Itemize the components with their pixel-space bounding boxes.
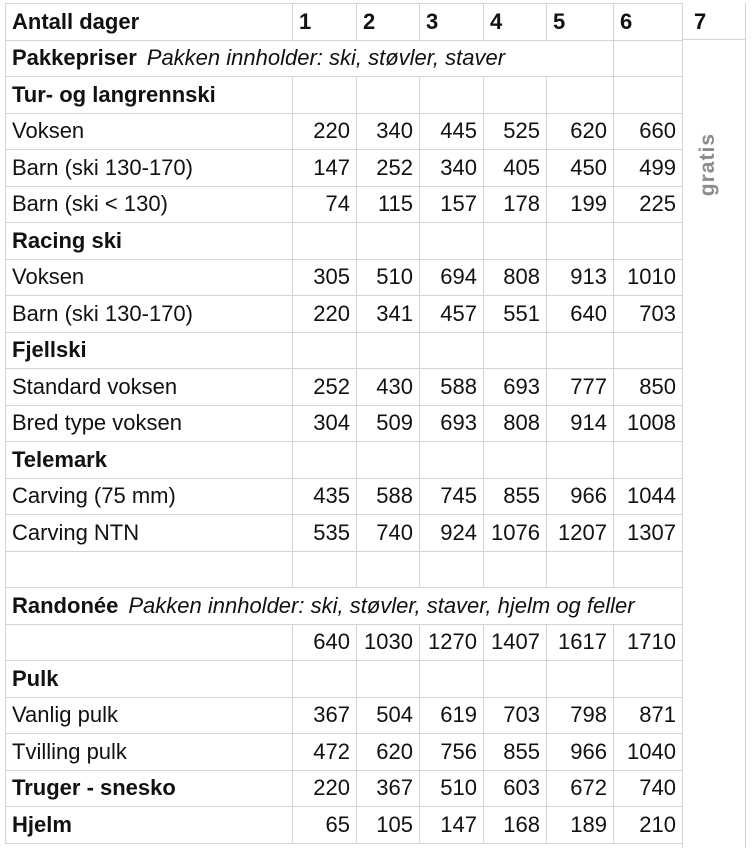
price-cell: 105 [357,807,420,844]
price-cell: 798 [547,697,614,734]
price-cell: 808 [484,259,547,296]
spacer-row [6,551,683,588]
empty-cell [420,442,484,479]
price-cell: 756 [420,734,484,771]
day-header: 1 [293,4,357,41]
price-cell: 510 [420,770,484,807]
price-cell: 1008 [614,405,683,442]
row-label: Carving (75 mm) [6,478,293,515]
price-cell: 210 [614,807,683,844]
price-cell: 450 [547,150,614,187]
price-cell: 588 [420,369,484,406]
price-cell: 65 [293,807,357,844]
price-cell: 178 [484,186,547,223]
price-cell: 914 [547,405,614,442]
price-cell: 220 [293,113,357,150]
price-cell: 913 [547,259,614,296]
price-cell: 1307 [614,515,683,552]
header-label: Antall dager [6,4,293,41]
table-row [6,515,683,552]
truger-row [6,770,683,807]
price-cell: 168 [484,807,547,844]
empty-cell [357,661,420,698]
randonee-note: Pakken innholder: ski, støvler, staver, hjelm og feller [128,592,635,618]
price-cell: 220 [293,296,357,333]
price-cell: 430 [357,369,420,406]
table-row [6,369,683,406]
empty-cell [420,223,484,260]
row-label: Voksen [6,259,293,296]
table-row [6,405,683,442]
price-cell: 304 [293,405,357,442]
row-label: Standard voksen [6,369,293,406]
row-label: Tvilling pulk [6,734,293,771]
price-cell: 966 [547,734,614,771]
price-cell: 435 [293,478,357,515]
table-row [6,259,683,296]
price-cell: 640 [547,296,614,333]
row-label: Barn (ski 130-170) [6,150,293,187]
price-cell: 189 [547,807,614,844]
empty-cell [293,551,357,588]
empty-cell [547,661,614,698]
table-row [6,150,683,187]
header-row [6,4,683,41]
price-cell: 855 [484,734,547,771]
price-cell: 1710 [614,624,683,661]
section-title: Racing ski [6,223,293,260]
row-label: Voksen [6,113,293,150]
randonee-title: Randonée [12,592,119,618]
section-title: Fjellski [6,332,293,369]
price-cell: 620 [547,113,614,150]
table-row [6,113,683,150]
empty-cell [293,223,357,260]
row-label: Hjelm [6,807,293,844]
empty-cell [614,661,683,698]
price-cell: 1010 [614,259,683,296]
package-title: Pakkepriser [12,45,137,71]
price-cell: 640 [293,624,357,661]
row-label: Vanlig pulk [6,697,293,734]
price-cell: 924 [420,515,484,552]
price-cell: 499 [614,150,683,187]
empty-cell [547,551,614,588]
price-cell: 1030 [357,624,420,661]
price-cell: 703 [484,697,547,734]
row-label: Carving NTN [6,515,293,552]
empty-cell [293,332,357,369]
free-note: gratis [696,133,719,197]
section-row [6,661,683,698]
table-row [6,697,683,734]
price-table [5,3,683,844]
empty-cell [547,332,614,369]
price-cell: 693 [484,369,547,406]
empty-cell [357,77,420,114]
empty-cell [357,223,420,260]
price-cell: 1407 [484,624,547,661]
empty-cell [484,332,547,369]
price-cell: 340 [357,113,420,150]
price-cell: 745 [420,478,484,515]
price-cell: 1207 [547,515,614,552]
day-header: 2 [357,4,420,41]
empty-cell [614,332,683,369]
price-cell: 472 [293,734,357,771]
section-row [6,77,683,114]
section-row [6,223,683,260]
price-cell: 225 [614,186,683,223]
price-cell: 603 [484,770,547,807]
day-header: 6 [614,4,683,41]
empty-cell [420,661,484,698]
price-cell: 619 [420,697,484,734]
empty-cell [357,551,420,588]
empty-cell [484,661,547,698]
price-cell: 445 [420,113,484,150]
package-note: Pakken innholder: ski, støvler, staver [146,45,506,71]
price-cell: 703 [614,296,683,333]
day-header: 3 [420,4,484,41]
row-label: Barn (ski < 130) [6,186,293,223]
section-row [6,332,683,369]
price-cell: 588 [357,478,420,515]
price-cell: 850 [614,369,683,406]
price-cell: 74 [293,186,357,223]
empty-cell [6,551,293,588]
price-cell: 1044 [614,478,683,515]
price-cell: 220 [293,770,357,807]
price-cell: 405 [484,150,547,187]
empty-cell [484,442,547,479]
table-row [6,478,683,515]
empty-cell [293,442,357,479]
package-heading [6,40,614,77]
empty-cell [293,661,357,698]
row-label: Bred type voksen [6,405,293,442]
empty-cell [357,442,420,479]
empty-cell [420,551,484,588]
price-cell: 966 [547,478,614,515]
day-header: 5 [547,4,614,41]
randonee-heading [6,588,683,625]
price-cell: 199 [547,186,614,223]
price-cell: 1270 [420,624,484,661]
price-cell: 367 [357,770,420,807]
row-label: Truger - snesko [6,770,293,807]
price-cell: 672 [547,770,614,807]
price-cell: 252 [357,150,420,187]
table-row [6,734,683,771]
row-label: Barn (ski 130-170) [6,296,293,333]
price-cell: 1617 [547,624,614,661]
price-cell: 305 [293,259,357,296]
price-cell: 777 [547,369,614,406]
empty-cell [547,223,614,260]
table-row [6,186,683,223]
price-cell: 115 [357,186,420,223]
empty-cell [420,77,484,114]
price-cell: 551 [484,296,547,333]
empty-cell [484,77,547,114]
price-cell: 504 [357,697,420,734]
empty-cell [547,77,614,114]
price-cell: 457 [420,296,484,333]
empty-cell [614,77,683,114]
day-7-column [682,3,746,848]
empty-cell [547,442,614,479]
empty-cell [420,332,484,369]
section-title: Pulk [6,661,293,698]
randonee-row [6,588,683,625]
empty-cell [614,223,683,260]
empty-cell [293,77,357,114]
price-cell: 157 [420,186,484,223]
price-cell: 855 [484,478,547,515]
price-cell: 1076 [484,515,547,552]
hjelm-row [6,807,683,844]
price-cell: 525 [484,113,547,150]
price-cell: 535 [293,515,357,552]
day-7-header: 7 [683,3,745,40]
day-header: 4 [484,4,547,41]
price-cell: 871 [614,697,683,734]
table-row [6,296,683,333]
package-row [6,40,683,77]
empty-cell [614,40,683,77]
price-cell: 147 [293,150,357,187]
price-cell: 740 [614,770,683,807]
randonee-values-row [6,624,683,661]
price-cell: 620 [357,734,420,771]
price-cell: 693 [420,405,484,442]
price-cell: 340 [420,150,484,187]
empty-cell [614,551,683,588]
price-cell: 808 [484,405,547,442]
price-cell: 252 [293,369,357,406]
section-title: Tur- og langrennski [6,77,293,114]
price-cell: 147 [420,807,484,844]
price-cell: 510 [357,259,420,296]
price-cell: 694 [420,259,484,296]
price-cell: 509 [357,405,420,442]
section-row [6,442,683,479]
price-cell: 367 [293,697,357,734]
price-cell: 660 [614,113,683,150]
empty-cell [484,223,547,260]
empty-cell [6,624,293,661]
empty-cell [357,332,420,369]
section-title: Telemark [6,442,293,479]
price-cell: 341 [357,296,420,333]
price-cell: 1040 [614,734,683,771]
price-cell: 740 [357,515,420,552]
empty-cell [484,551,547,588]
empty-cell [614,442,683,479]
